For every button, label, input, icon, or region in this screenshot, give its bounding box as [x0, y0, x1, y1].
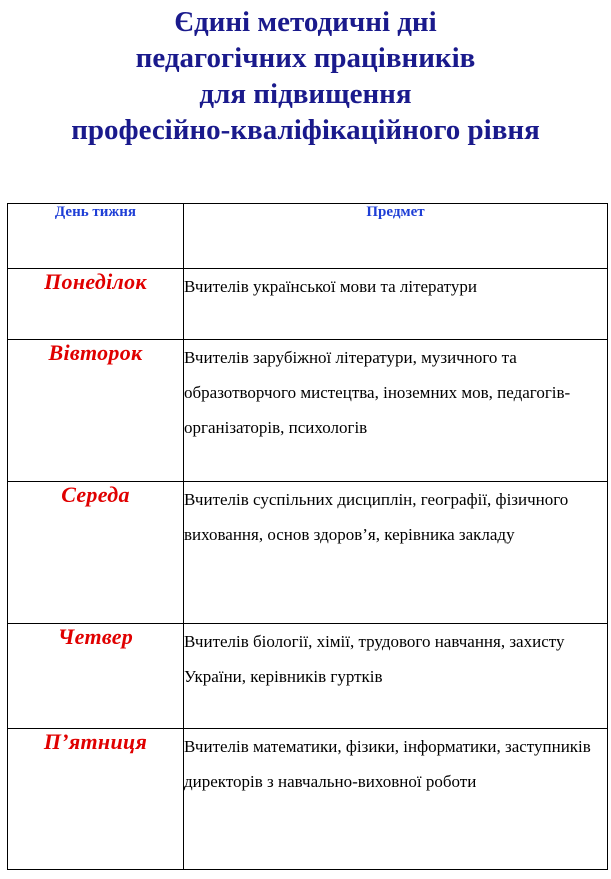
subject-cell: Вчителів української мови та літератури	[184, 269, 608, 340]
day-cell: Середа	[8, 482, 184, 624]
header-subject: Предмет	[184, 204, 608, 269]
subject-cell: Вчителів математики, фізики, інформатики, заступників директорів з навчально-виховної роботи	[184, 729, 608, 870]
title-line-2: педагогічних працівників	[135, 42, 476, 74]
subject-cell: Вчителів біології, хімії, трудового навчання, захисту України, керівників гуртків	[184, 624, 608, 729]
page-title	[0, 4, 611, 148]
table-row	[8, 340, 608, 482]
header-day: День тижня	[8, 204, 184, 269]
table-row	[8, 729, 608, 870]
table-header-row	[8, 204, 608, 269]
subject-cell: Вчителів суспільних дисциплін, географії, фізичного виховання, основ здоров’я, керівника закладу	[184, 482, 608, 624]
table-row	[8, 269, 608, 340]
table-row	[8, 624, 608, 729]
subject-cell: Вчителів зарубіжної літератури, музичного та образотворчого мистецтва, іноземних мов, педагогів-організаторів, психологів	[184, 340, 608, 482]
day-cell: П’ятниця	[8, 729, 184, 870]
table-row	[8, 482, 608, 624]
schedule-table	[7, 203, 608, 870]
title-line-1: Єдині методичні дні	[174, 6, 437, 38]
day-cell: Понеділок	[8, 269, 184, 340]
day-cell: Четвер	[8, 624, 184, 729]
title-line-4: професійно-кваліфікаційного рівня	[71, 114, 540, 146]
day-cell: Вівторок	[8, 340, 184, 482]
title-line-3: для підвищення	[199, 78, 412, 110]
